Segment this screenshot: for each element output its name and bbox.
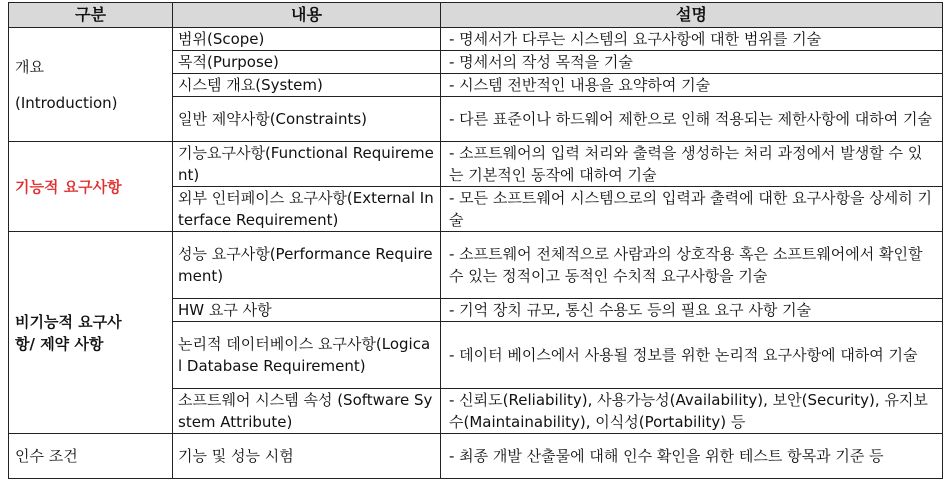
category-line: 비기능적 요구사	[15, 312, 122, 331]
category-line: (Introduction)	[15, 93, 118, 112]
content-cell: 목적(Purpose)	[173, 51, 441, 74]
content-cell: 성능 요구사항(Performance Requirement)	[173, 232, 441, 299]
content-cell: 소프트웨어 시스템 속성 (Software System Attribute)	[173, 389, 441, 434]
content-cell: 일반 제약사항(Constraints)	[173, 97, 441, 142]
description-cell: - 최종 개발 산출물에 대해 인수 확인을 위한 테스트 항목과 기준 등	[441, 434, 943, 479]
category-cell-introduction	[9, 28, 173, 142]
category-line: 개요	[15, 57, 44, 76]
category-line: 기능적 요구사항	[15, 177, 122, 196]
description-cell: - 데이터 베이스에서 사용될 정보를 위한 논리적 요구사항에 대하여 기술	[441, 322, 943, 389]
category-line: 항/ 제약 사항	[15, 334, 104, 353]
description-cell: - 소프트웨어의 입력 처리와 출력을 생성하는 처리 과정에서 발생할 수 있는 기본적인 동작에 대하여 기술	[441, 142, 943, 187]
content-cell: HW 요구 사항	[173, 299, 441, 322]
description-cell: - 소프트웨어 전체적으로 사람과의 상호작용 혹은 소프트웨어에서 확인할 수 있는 정적이고 동적인 수치적 요구사항을 기술	[441, 232, 943, 299]
table-row	[9, 28, 943, 51]
description-cell: - 명세서가 다루는 시스템의 요구사항에 대한 범위를 기술	[441, 28, 943, 51]
content-cell: 논리적 데이터베이스 요구사항(Logical Database Requirement)	[173, 322, 441, 389]
table-row	[9, 434, 943, 479]
requirements-table	[8, 2, 943, 479]
table-row	[9, 142, 943, 187]
table-row	[9, 232, 943, 299]
description-cell: - 다른 표준이나 하드웨어 제한으로 인해 적용되는 제한사항에 대하여 기술	[441, 97, 943, 142]
category-cell-acceptance	[9, 434, 173, 479]
header-category: 구분	[9, 3, 173, 28]
description-cell: - 모든 소프트웨어 시스템으로의 입력과 출력에 대한 요구사항을 상세히 기술	[441, 187, 943, 232]
header-content: 내용	[173, 3, 441, 28]
header-description: 설명	[441, 3, 943, 28]
content-cell: 외부 인터페이스 요구사항(External Interface Requirement)	[173, 187, 441, 232]
category-line: 인수 조건	[15, 447, 78, 465]
table-header-row	[9, 3, 943, 28]
category-cell-nonfunctional	[9, 232, 173, 434]
content-cell: 범위(Scope)	[173, 28, 441, 51]
content-cell: 기능 및 성능 시험	[173, 434, 441, 479]
category-cell-functional	[9, 142, 173, 232]
content-cell: 기능요구사항(Functional Requirement)	[173, 142, 441, 187]
description-cell: - 신뢰도(Reliability), 사용가능성(Availability), 보안(Security), 유지보수(Maintainability), 이식성(Portability) 등	[441, 389, 943, 434]
description-cell: - 기억 장치 규모, 통신 수용도 등의 필요 요구 사항 기술	[441, 299, 943, 322]
content-cell: 시스템 개요(System)	[173, 74, 441, 97]
description-cell: - 명세서의 작성 목적을 기술	[441, 51, 943, 74]
description-cell: - 시스템 전반적인 내용을 요약하여 기술	[441, 74, 943, 97]
